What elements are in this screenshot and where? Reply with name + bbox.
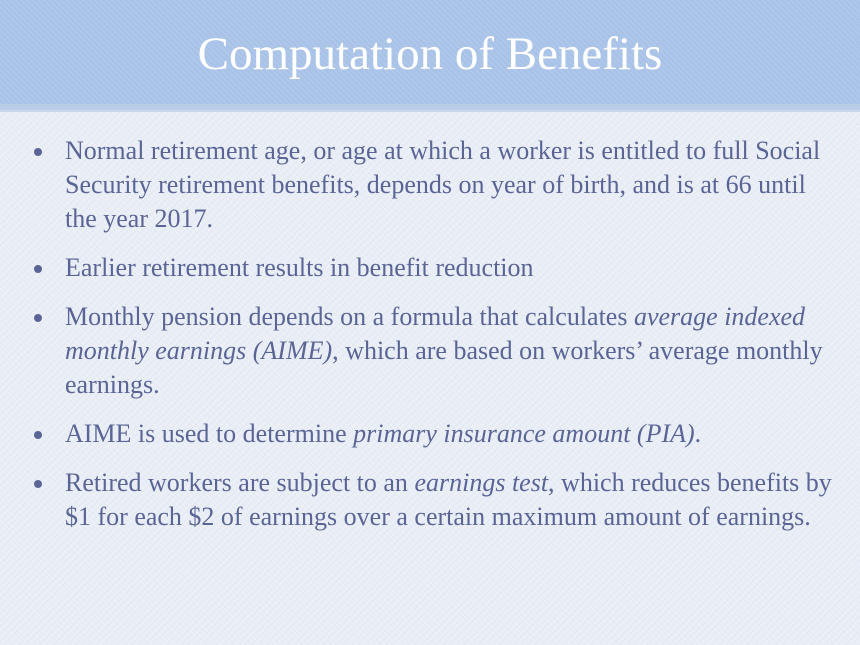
bullet-text-italic-run: earnings test xyxy=(414,468,549,497)
bullet-text xyxy=(65,253,534,282)
bullet-text-run: , which reduces benefits by $1 for each $2 of earnings over a certain maximum amount of earnings. xyxy=(65,468,832,531)
bullet-text-run: Monthly pension depends on a formula that calculates xyxy=(65,302,634,331)
bullet-text-run: AIME is used to determine xyxy=(65,419,354,448)
bullet-item xyxy=(34,466,834,534)
bullet-text xyxy=(65,468,832,531)
bullet-dot-icon xyxy=(34,148,42,156)
bullet-list xyxy=(34,134,834,549)
bullet-text-run: Earlier retirement results in benefit reduction xyxy=(65,253,534,282)
bullet-dot-icon xyxy=(34,314,42,322)
bullet-text-italic-run: primary insurance amount (PIA) xyxy=(353,419,695,448)
bullet-text-run: , which are based on workers’ average monthly earnings. xyxy=(65,336,823,399)
slide-title: Computation of Benefits xyxy=(197,28,663,80)
bullet-text-run: Normal retirement age, or age at which a worker is entitled to full Social Security retirement benefits, depends on year of birth, and is at 66 until the year 2017. xyxy=(65,136,821,233)
bullet-text-run: Retired workers are subject to an xyxy=(65,468,415,497)
bullet-text xyxy=(65,419,701,448)
bullet-text-italic-run: average indexed monthly earnings (AIME) xyxy=(65,302,806,365)
bullet-item xyxy=(34,417,834,451)
bullet-dot-icon xyxy=(34,431,42,439)
bullet-item xyxy=(34,134,834,236)
bullet-text xyxy=(65,136,820,233)
bullet-dot-icon xyxy=(34,480,42,488)
bullet-dot-icon xyxy=(34,265,42,273)
bullet-item xyxy=(34,300,834,402)
bullet-text-run: . xyxy=(694,419,702,448)
bullet-text xyxy=(65,302,823,399)
bullet-item xyxy=(34,251,834,285)
